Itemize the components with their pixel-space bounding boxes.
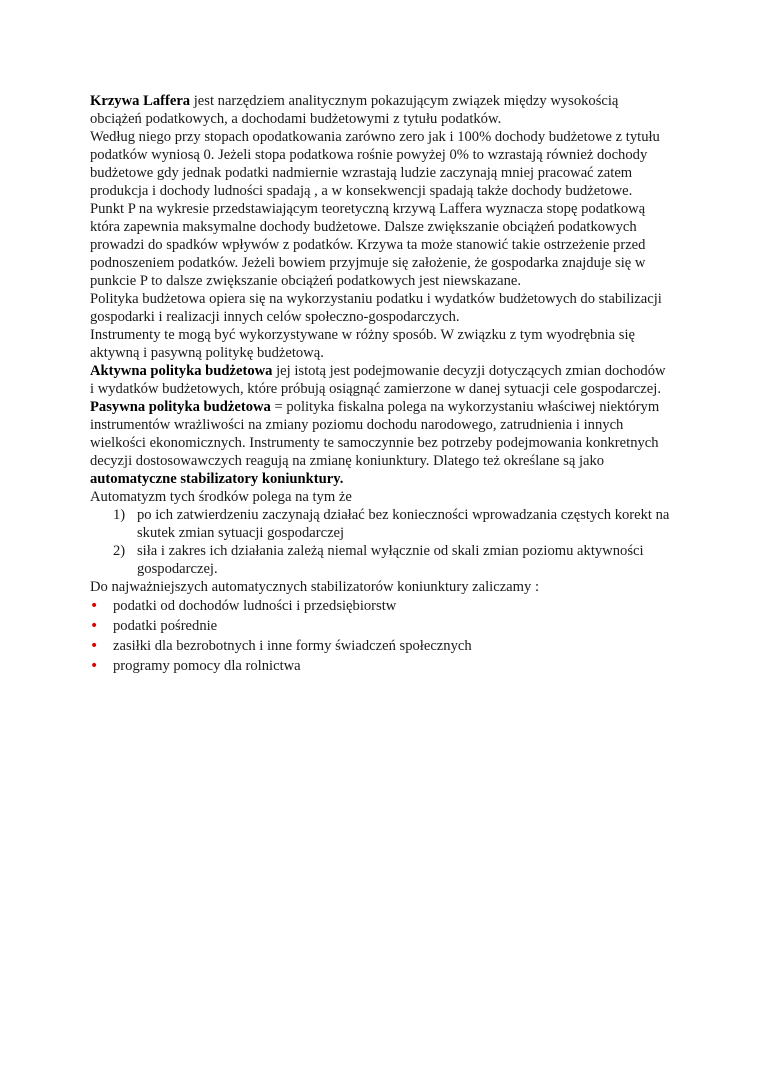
bullet-icon: • xyxy=(90,638,99,654)
paragraph-automatism: Automatyzm tych środków polega na tym że xyxy=(90,489,352,505)
numbered-list-item xyxy=(90,542,670,578)
bullet-list-item xyxy=(90,656,670,676)
paragraph-laffer-intro xyxy=(90,92,670,128)
paragraph-budget-policy: Polityka budżetowa opiera się na wykorzystaniu podatku i wydatków budżetowych do stabilizacji gospodarki i realizacji innych celów społeczno-gospodarczych. xyxy=(90,291,662,325)
bullet-list-item xyxy=(90,616,670,636)
paragraph-active-policy xyxy=(90,362,670,398)
list-item-text: podatki pośrednie xyxy=(113,618,218,634)
bullet-list-item xyxy=(90,636,670,656)
list-item-text: siła i zakres ich działania zależą niemal wyłącznie od skali zmian poziomu aktywności gospodarczej. xyxy=(137,543,644,577)
numbered-list-item xyxy=(90,506,670,542)
paragraph-instruments: Instrumenty te mogą być wykorzystywane w różny sposób. W związku z tym wyodrębnia się aktywną i pasywną politykę budżetową. xyxy=(90,327,635,361)
term-laffer-curve: Krzywa Laffera xyxy=(90,93,191,109)
list-item-text: programy pomocy dla rolnictwa xyxy=(113,658,301,674)
bullet-icon: • xyxy=(90,618,99,634)
list-item-text: po ich zatwierdzeniu zaczynają działać bez konieczności wprowadzania częstych korekt na skutek zmian sytuacji gospodarczej xyxy=(137,507,670,541)
paragraph-passive-policy xyxy=(90,398,670,488)
list-number: 1) xyxy=(113,507,126,523)
numbered-list xyxy=(90,506,670,578)
list-item-text: zasiłki dla bezrobotnych i inne formy świadczeń społecznych xyxy=(113,638,472,654)
paragraph-stabilizers-intro: Do najważniejszych automatycznych stabilizatorów koniunktury zaliczamy : xyxy=(90,579,540,595)
paragraph-text: jest narzędziem analitycznym pokazującym związek między wysokością obciążeń podatkowych, a dochodami budżetowymi z tytułu podatków. xyxy=(90,93,619,127)
term-active-policy: Aktywna polityka budżetowa xyxy=(90,363,273,379)
bullet-icon: • xyxy=(90,598,99,614)
bullet-list xyxy=(90,596,670,676)
document-page xyxy=(90,92,670,676)
list-number: 2) xyxy=(113,543,126,559)
paragraph-text: = polityka fiskalna polega na wykorzystaniu właściwej niektórym instrumentów wrażliwości na zmiany poziomu dochodu narodowego, zatrudnienia i innych wielkości ekonomicznych. Instrumenty te samoczynnie bez potrzeby podejmowania konkretnych decyzji dostosowawczych reagują na zmianę koniunktury. Dlatego też określane są jako xyxy=(90,399,660,469)
bullet-icon: • xyxy=(90,658,99,674)
bullet-list-item xyxy=(90,596,670,616)
paragraph-point-p: Punkt P na wykresie przedstawiającym teoretyczną krzywą Laffera wyznacza stopę podatkową która zapewnia maksymalne dochody budżetowe. Dalsze zwiększanie obciążeń podatkowych prowadzi do spadków wpływów z podatków. Krzywa ta może stanowić takie ostrzeżenie przed podnoszeniem podatków. Jeżeli bowiem przyjmuje się założenie, że gospodarka znajduje się w punkcie P to dalsze zwiększanie obciążeń podatkowych jest niewskazane. xyxy=(90,201,646,289)
list-item-text: podatki od dochodów ludności i przedsiębiorstw xyxy=(113,598,397,614)
paragraph-laffer-explanation: Według niego przy stopach opodatkowania zarówno zero jak i 100% dochody budżetowe z tytułu podatków wyniosą 0. Jeżeli stopa podatkowa rośnie powyżej 0% to wzrastają również dochody budżetowe gdy jednak podatki nadmiernie wzrastają ludzie zaczynają mniej pracować zatem produkcja i dochody ludności spadają , a w konsekwencji spadają także dochody budżetowe. xyxy=(90,129,660,199)
term-passive-policy: Pasywna polityka budżetowa xyxy=(90,399,271,415)
term-automatic-stabilizers: automatyczne stabilizatory koniunktury. xyxy=(90,471,344,487)
paragraph-text: jej istotą jest podejmowanie decyzji dotyczących zmian dochodów i wydatków budżetowych, które próbują osiągnąć zamierzone w danej sytuacji cele gospodarczej. xyxy=(90,363,666,397)
